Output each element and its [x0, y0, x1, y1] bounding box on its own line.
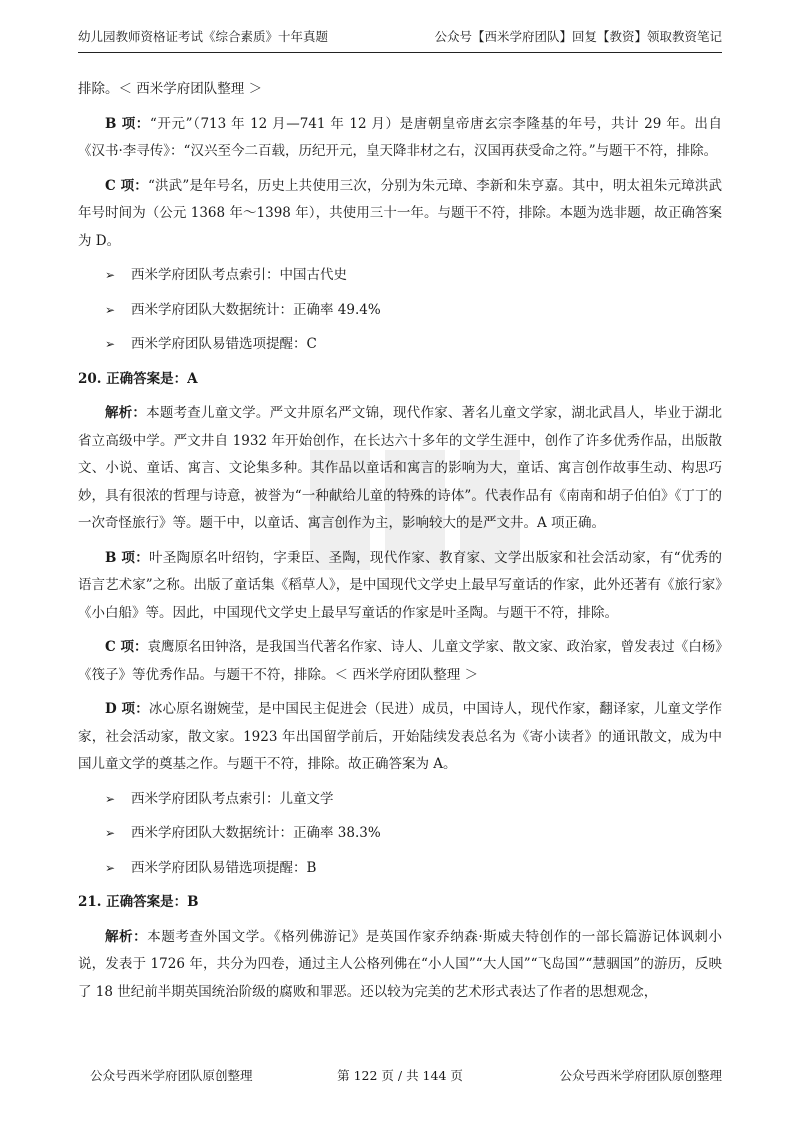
analysis-text: 本题考查外国文学。《格列佛游记》是英国作家乔纳森·斯威夫特创作的一部长篇游记体讽刺小说，发表于 1726 年，共分为四卷，通过主人公格列佛在“小人国”“大人国”“飞岛国”“慧骃国”的游历，反映了 18 世纪前半期英国统治阶级的腐败和罪恶。还以较为完美的艺术形式表达了作者的思想观念，: [78, 928, 723, 1000]
question-heading: 20. 正确答案是：A: [78, 370, 198, 387]
option-text: “洪武”是年号名，历史上共使用三次，分别为朱元璋、李新和朱亨嘉。其中，明太祖朱元璋洪武年号时间为（公元 1368 年～1398 年），共使用三十一年。与题干不符，排除。本题为选非题，故正确答案为 D。: [78, 177, 722, 249]
paragraph: [78, 924, 722, 1007]
paragraph: [78, 111, 722, 166]
analysis-label: 解析：: [105, 405, 147, 421]
document-body: [78, 76, 722, 1013]
arrow-bullet-icon: ➢: [105, 337, 116, 351]
arrow-bullet-icon: ➢: [105, 860, 116, 875]
bullet-text: 西米学府团队考点索引：中国古代史: [131, 267, 347, 283]
option-label: C 项：: [105, 177, 148, 194]
option-label: B 项：: [105, 115, 150, 132]
header-promo: 公众号【西米学府团队】回复【教资】领取教资笔记: [434, 29, 722, 44]
paragraph: [78, 545, 722, 628]
analysis-label: 解析：: [105, 928, 148, 945]
page-number: 第 122 页 / 共 144 页: [337, 1068, 463, 1083]
paragraph: [78, 634, 722, 689]
list-item: [78, 786, 722, 814]
arrow-bullet-icon: ➢: [105, 268, 116, 282]
option-text: 冰心原名谢婉莹，是中国民主促进会（民进）成员，中国诗人，现代作家，翻译家，儿童文学作家，社会活动家，散文家。1923 年出国留学前后，开始陆续发表总名为《寄小读者》的通讯散文，成为中国儿童文学的奠基之作。与题干不符，排除。故正确答案为 A。: [78, 701, 722, 772]
option-text: 袁鹰原名田钟洛，是我国当代著名作家、诗人、儿童文学家、散文家、政治家，曾发表过《白杨》《筏子》等优秀作品。与题干不符，排除。＜ 西米学府团队整理 ＞: [78, 639, 722, 683]
paragraph: [78, 400, 722, 538]
page-header: [78, 22, 722, 53]
option-label: C 项：: [105, 639, 148, 655]
arrow-bullet-icon: ➢: [105, 826, 116, 840]
list-item: [78, 297, 722, 325]
list-item: [78, 855, 722, 883]
bullet-text: 西米学府团队易错选项提醒：C: [131, 336, 317, 352]
option-label: D 项：: [105, 701, 149, 717]
analysis-text: 本题考查儿童文学。严文井原名严文锦，现代作家、著名儿童文学家，湖北武昌人，毕业于湖北省立高级中学。严文井自 1932 年开始创作，在长达六十多年的文学生涯中，创作了许多优秀作品，出版散文、小说、童话、寓言、文论集多种。其作品以童话和寓言的影响为大，童话、寓言创作故事生动、构思巧妙，具有很浓的哲理与诗意，被誉为“一种献给儿童的特殊的诗体”。代表作品有《南南和胡子伯伯》《丁丁的一次奇怪旅行》等。题干中，以童话、寓言创作为主，影响较大的是严文井。A 项正确。: [78, 405, 723, 531]
list-item: [78, 331, 722, 359]
arrow-bullet-icon: ➢: [105, 791, 116, 806]
header-title: 幼儿园教师资格证考试《综合素质》十年真题: [78, 29, 329, 44]
question-heading: 21. 正确答案是：B: [78, 894, 199, 910]
paragraph: [78, 173, 722, 256]
paragraph: [78, 696, 722, 779]
arrow-bullet-icon: ➢: [105, 302, 116, 317]
footer-left: 公众号西米学府团队原创整理: [90, 1068, 253, 1083]
option-text: 叶圣陶原名叶绍钧，字秉臣、圣陶，现代作家、教育家、文学出版家和社会活动家，有“优秀的语言艺术家”之称。出版了童话集《稻草人》，是中国现代文学史上最早写童话的作家，此外还著有《旅行家》《小白船》等。因此，中国现代文学史上最早写童话的作家是叶圣陶。与题干不符，排除。: [78, 549, 722, 621]
bullet-text: 西米学府团队大数据统计：正确率 49.4%: [131, 301, 381, 318]
bullet-text: 西米学府团队大数据统计：正确率 38.3%: [131, 825, 381, 841]
option-text: “开元”（713 年 12 月—741 年 12 月）是唐朝皇帝唐玄宗李隆基的年号，共计 29 年。出自《汉书·李寻传》：“汉兴至今二百载，历纪开元，皇天降非材之右，汉国再获受命之符。”与题干不符，排除。: [78, 115, 722, 159]
list-item: [78, 262, 722, 290]
paragraph: 排除。＜ 西米学府团队整理 ＞: [78, 81, 263, 97]
bullet-text: 西米学府团队易错选项提醒：B: [131, 859, 317, 876]
list-item: [78, 820, 722, 848]
option-label: B 项：: [105, 549, 150, 566]
bullet-text: 西米学府团队考点索引：儿童文学: [131, 790, 334, 807]
footer-right: 公众号西米学府团队原创整理: [559, 1068, 722, 1083]
